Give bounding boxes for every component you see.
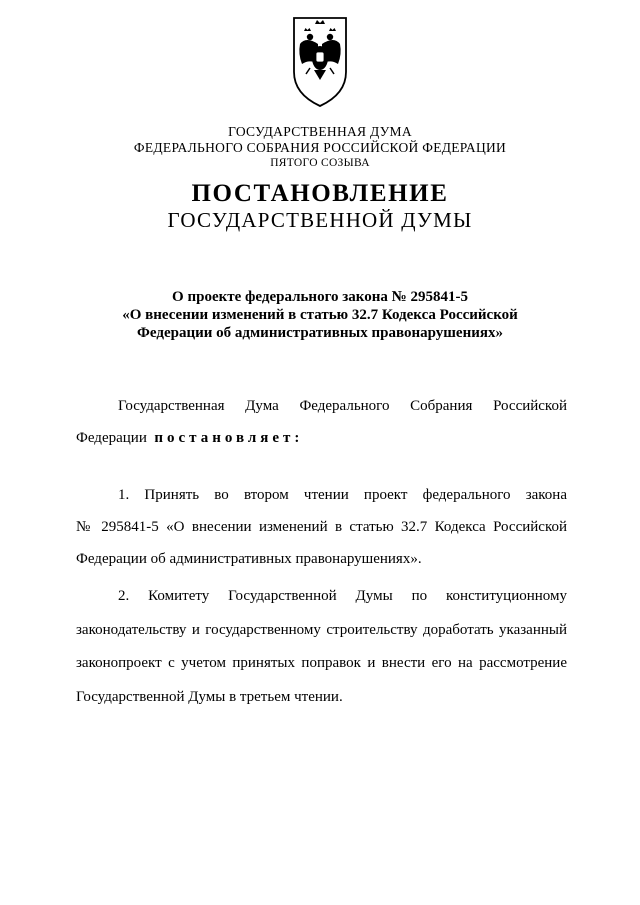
preamble-line2	[76, 430, 303, 447]
preamble-text: Федерации	[76, 430, 147, 446]
item2-line4: Государственной Думы в третьем чтении.	[76, 689, 343, 705]
coat-of-arms-icon	[288, 14, 352, 110]
item2-line3: законопроект с учетом принятых поправок и внести его на рассмотрение	[76, 655, 567, 671]
item2-line2: законодательству и государственному строительству доработать указанный	[76, 622, 567, 638]
subject-line1: О проекте федерального закона № 295841-5	[172, 289, 468, 305]
item1-line2: № 295841-5 «О внесении изменений в статью 32.7 Кодекса Российской	[76, 519, 567, 535]
subject-line2: «О внесении изменений в статью 32.7 Кодекса Российской	[122, 307, 518, 323]
item2-line1: 2. Комитету Государственной Думы по конституционному	[118, 588, 567, 604]
decree-word: постановляет:	[154, 430, 304, 446]
org-name-line1: ГОСУДАРСТВЕННАЯ ДУМА	[228, 124, 412, 139]
document-title: ПОСТАНОВЛЕНИЕ	[191, 180, 449, 207]
convocation-line: ПЯТОГО СОЗЫВА	[270, 157, 370, 169]
preamble-line1: Государственная Дума Федерального Собрания Российской	[118, 398, 567, 414]
item1-line1: 1. Принять во втором чтении проект федерального закона	[118, 487, 567, 503]
item1-line3: Федерации об административных правонарушениях».	[76, 551, 422, 567]
org-name-line2: ФЕДЕРАЛЬНОГО СОБРАНИЯ РОССИЙСКОЙ ФЕДЕРАЦИИ	[133, 140, 507, 155]
document-subtitle: ГОСУДАРСТВЕННОЙ ДУМЫ	[167, 208, 473, 232]
subject-line3: Федерации об административных правонарушениях»	[137, 325, 503, 341]
